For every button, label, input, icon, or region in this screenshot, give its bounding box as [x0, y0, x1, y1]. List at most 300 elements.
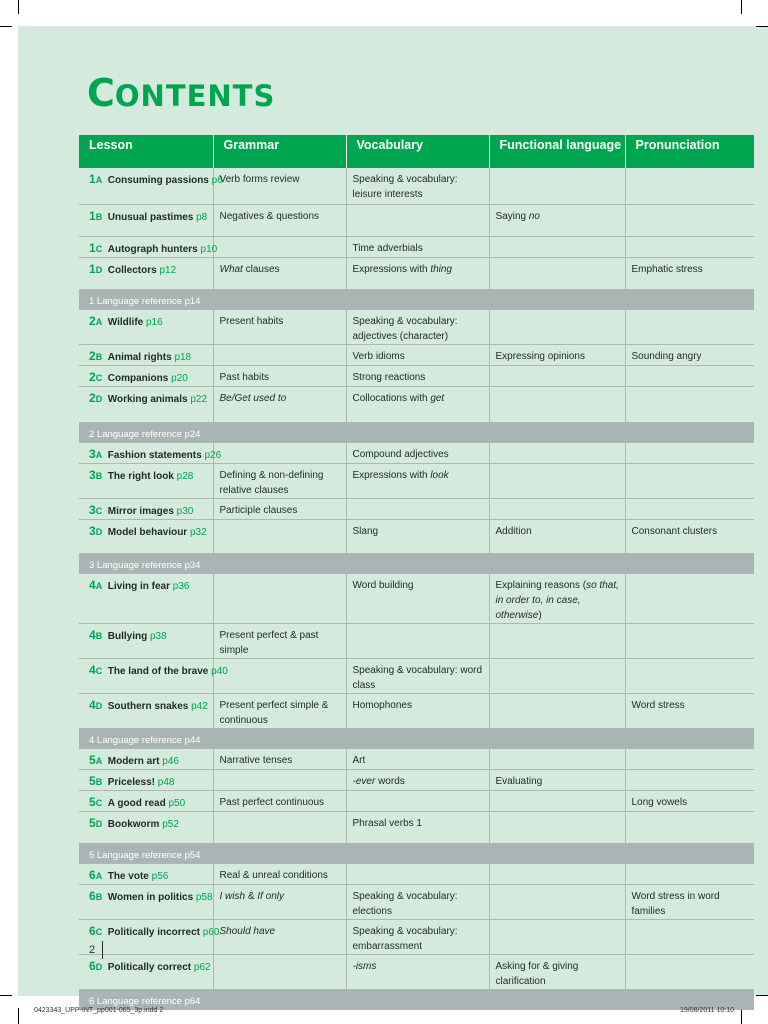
- lesson-title: Women in politics: [107, 891, 194, 903]
- lesson-cell: [79, 919, 220, 954]
- lesson-title: The land of the brave: [107, 665, 209, 677]
- pronunciation-cell: [625, 573, 754, 623]
- vocabulary-cell: [346, 257, 489, 289]
- lesson-row: [79, 769, 754, 790]
- cell-text: Should have: [219, 925, 276, 937]
- vocabulary-cell: [346, 204, 489, 236]
- lesson-page: p48: [157, 776, 175, 788]
- lesson-page: p58: [195, 891, 213, 903]
- pronunciation-cell: [625, 344, 754, 365]
- lesson-page: p52: [162, 818, 179, 830]
- column-header-pronunciation: Pronunciation: [625, 135, 754, 168]
- lesson-page: p32: [189, 526, 207, 538]
- lesson-page: p50: [168, 797, 186, 809]
- lesson-row: [79, 693, 754, 728]
- vocabulary-cell: [346, 519, 489, 553]
- functional-language-cell: [489, 954, 625, 989]
- cell-text: Collocations with: [352, 392, 431, 404]
- lesson-cell: [79, 863, 213, 884]
- lesson-row: [79, 790, 754, 811]
- lesson-cell: [79, 811, 213, 843]
- functional-language-cell: [489, 309, 625, 344]
- vocabulary-cell: [346, 769, 489, 790]
- lesson-title: Working animals: [107, 393, 188, 405]
- language-reference-row: [79, 422, 754, 442]
- cell-text: I wish: [219, 890, 246, 902]
- lesson-code: 2C: [89, 369, 103, 384]
- functional-language-cell: [489, 811, 625, 843]
- lesson-row: [79, 573, 754, 623]
- pronunciation-cell: [625, 863, 754, 884]
- pronunciation-cell: [625, 954, 754, 989]
- language-reference-label: 4 Language reference p44: [79, 728, 754, 748]
- cell-text: words: [375, 775, 405, 787]
- lesson-title: A good read: [107, 797, 166, 809]
- lesson-code: 1A: [89, 172, 103, 186]
- cell-text: Speaking & vocabulary: elections: [352, 890, 458, 917]
- cell-text: get: [430, 392, 445, 404]
- grammar-cell: [213, 954, 346, 989]
- vocabulary-cell: [346, 811, 489, 843]
- vocabulary-cell: [346, 442, 489, 463]
- lesson-cell: [79, 168, 223, 204]
- lesson-cell: [79, 204, 213, 236]
- lesson-row: [79, 919, 754, 954]
- grammar-cell: [213, 623, 346, 658]
- cell-text: Expressing opinions: [495, 350, 585, 362]
- lesson-row: [79, 811, 754, 843]
- lesson-cell: [79, 573, 213, 623]
- language-reference-label: 1 Language reference p14: [79, 289, 754, 309]
- cell-text: Asking for & giving clarification: [495, 960, 579, 987]
- lesson-page: p8: [196, 211, 208, 223]
- cell-text: thing: [430, 263, 452, 275]
- cell-text: Speaking & vocabulary: adjectives (character): [352, 315, 458, 342]
- cell-text: Long vowels: [631, 796, 688, 808]
- lesson-title: Autograph hunters: [107, 243, 198, 255]
- functional-language-cell: [489, 463, 625, 498]
- crop-mark: [741, 0, 742, 14]
- lesson-title: Living in fear: [107, 580, 170, 592]
- lesson-title: Wildlife: [107, 316, 144, 328]
- lesson-code: 3A: [89, 446, 103, 461]
- crop-mark: [0, 26, 12, 27]
- pronunciation-cell: [625, 463, 754, 498]
- cell-text: Present habits: [219, 315, 284, 327]
- vocabulary-cell: [346, 344, 489, 365]
- lesson-page: p20: [171, 372, 188, 384]
- cell-text: Speaking & vocabulary: word class: [352, 664, 483, 691]
- lesson-row: [79, 884, 754, 919]
- column-header-lesson: Lesson: [79, 135, 213, 168]
- lesson-row: [79, 442, 754, 463]
- lesson-code: 2D: [89, 390, 103, 405]
- functional-language-cell: [489, 386, 625, 422]
- functional-language-cell: [489, 658, 625, 693]
- page-title: CONTENTS: [87, 71, 276, 115]
- pronunciation-cell: [625, 748, 754, 769]
- crop-mark: [756, 26, 768, 27]
- lesson-title: Collectors: [107, 264, 157, 276]
- cell-text: Evaluating: [495, 775, 543, 787]
- grammar-cell: [213, 658, 346, 693]
- lesson-title: Bullying: [107, 630, 148, 642]
- lesson-row: [79, 168, 754, 204]
- vocabulary-cell: [346, 693, 489, 728]
- cell-text: Speaking & vocabulary: embarrassment: [352, 925, 458, 952]
- lesson-page: p10: [200, 243, 218, 255]
- vocabulary-cell: [346, 884, 489, 919]
- lesson-row: [79, 863, 754, 884]
- lesson-code: 6A: [89, 867, 103, 882]
- cell-text: Real & unreal conditions: [219, 869, 328, 881]
- language-reference-label: 2 Language reference p24: [79, 422, 754, 442]
- grammar-cell: [213, 257, 346, 289]
- lesson-page: p26: [204, 449, 222, 461]
- lesson-page: p6: [211, 175, 223, 186]
- grammar-cell: [213, 168, 346, 204]
- lesson-row: [79, 204, 754, 236]
- pronunciation-cell: [625, 442, 754, 463]
- language-reference-row: [79, 728, 754, 748]
- cell-text: If only: [257, 890, 284, 902]
- grammar-cell: [213, 204, 346, 236]
- vocabulary-cell: [346, 386, 489, 422]
- cell-text: look: [430, 469, 449, 481]
- print-slug-date: 19/08/2011 10:10: [680, 1007, 734, 1014]
- lesson-code: 1D: [89, 261, 103, 276]
- grammar-cell: [213, 573, 346, 623]
- lesson-title: Animal rights: [107, 351, 172, 363]
- lesson-code: 3C: [89, 502, 103, 517]
- lesson-title: Priceless!: [107, 776, 156, 788]
- lesson-title: Consuming passions: [107, 175, 209, 186]
- cell-text: Slang: [352, 525, 379, 537]
- lesson-code: 4C: [89, 662, 103, 677]
- cell-text: no: [528, 210, 540, 222]
- lesson-row: [79, 309, 754, 344]
- lesson-title: Modern art: [107, 755, 160, 767]
- pronunciation-cell: [625, 519, 754, 553]
- grammar-cell: [213, 811, 346, 843]
- table-header-row: [79, 135, 754, 168]
- functional-language-cell: [489, 519, 625, 553]
- lesson-page: p46: [162, 755, 179, 767]
- cell-text: Emphatic stress: [631, 263, 703, 275]
- grammar-cell: [213, 344, 346, 365]
- grammar-cell: [213, 790, 346, 811]
- lesson-code: 3D: [89, 523, 103, 538]
- vocabulary-cell: [346, 236, 489, 257]
- cell-text: Be/Get used to: [219, 392, 287, 404]
- vocabulary-cell: [346, 365, 489, 386]
- lesson-row: [79, 748, 754, 769]
- pronunciation-cell: [625, 658, 754, 693]
- functional-language-cell: [489, 344, 625, 365]
- lesson-page: p42: [191, 700, 208, 712]
- lesson-title: Companions: [107, 372, 169, 384]
- lesson-cell: [79, 623, 213, 658]
- lesson-code: 4A: [89, 577, 103, 592]
- functional-language-cell: [489, 623, 625, 658]
- vocabulary-cell: [346, 623, 489, 658]
- grammar-cell: [213, 236, 346, 257]
- column-header-vocabulary: Vocabulary: [346, 135, 489, 168]
- cell-text: Past habits: [219, 371, 269, 383]
- lesson-row: [79, 257, 754, 289]
- lesson-cell: [79, 386, 213, 422]
- lesson-code: 3B: [89, 467, 103, 482]
- pronunciation-cell: [625, 623, 754, 658]
- pronunciation-cell: [625, 236, 754, 257]
- cell-text: Saying: [495, 210, 529, 222]
- vocabulary-cell: [346, 309, 489, 344]
- cell-text: Compound adjectives: [352, 448, 449, 460]
- lesson-row: [79, 519, 754, 553]
- pronunciation-cell: [625, 769, 754, 790]
- lesson-row: [79, 236, 754, 257]
- cell-text: Phrasal verbs 1: [352, 817, 422, 829]
- lesson-page: p12: [159, 264, 177, 276]
- lesson-row: [79, 386, 754, 422]
- grammar-cell: [213, 442, 346, 463]
- lesson-page: p30: [176, 505, 194, 517]
- lesson-title: Bookworm: [107, 818, 160, 830]
- functional-language-cell: [489, 236, 625, 257]
- vocabulary-cell: [346, 790, 489, 811]
- pronunciation-cell: [625, 498, 754, 519]
- cell-text: Strong reactions: [352, 371, 426, 383]
- lesson-code: 5D: [89, 815, 103, 830]
- lesson-code: 2B: [89, 348, 103, 363]
- cell-text: Expressions with: [352, 263, 431, 275]
- cell-text: Addition: [495, 525, 532, 537]
- functional-language-cell: [489, 748, 625, 769]
- lesson-row: [79, 463, 754, 498]
- cell-text: Word stress: [631, 699, 685, 711]
- lesson-row: [79, 954, 754, 989]
- lesson-code: 6B: [89, 888, 103, 903]
- lesson-cell: [79, 309, 213, 344]
- grammar-cell: [213, 498, 346, 519]
- functional-language-cell: [489, 863, 625, 884]
- cell-text: Art: [352, 754, 366, 766]
- lesson-page: p38: [149, 630, 167, 642]
- vocabulary-cell: [346, 919, 489, 954]
- language-reference-row: [79, 289, 754, 309]
- cell-text: Consonant clusters: [631, 525, 718, 537]
- lesson-title: Fashion statements: [107, 449, 202, 461]
- lesson-code: 2A: [89, 313, 103, 328]
- vocabulary-cell: [346, 658, 489, 693]
- cell-text: What: [219, 263, 243, 275]
- lesson-title: Politically incorrect: [107, 926, 201, 938]
- cell-text: Sounding angry: [631, 350, 702, 362]
- lesson-row: [79, 658, 754, 693]
- cell-text: Speaking & vocabulary: leisure interests: [352, 174, 458, 200]
- cell-text: Verb forms review: [219, 174, 300, 185]
- page-number: 2: [89, 944, 96, 956]
- lesson-cell: [79, 236, 218, 257]
- grammar-cell: [213, 309, 346, 344]
- pronunciation-cell: [625, 365, 754, 386]
- cell-text: Past perfect continuous: [219, 796, 325, 808]
- lesson-page: p18: [174, 351, 192, 363]
- pronunciation-cell: [625, 790, 754, 811]
- cell-text: Participle clauses: [219, 504, 298, 516]
- cell-text: Word building: [352, 579, 414, 591]
- lesson-title: Mirror images: [107, 505, 174, 517]
- functional-language-cell: [489, 498, 625, 519]
- grammar-cell: [213, 919, 346, 954]
- lesson-cell: [79, 519, 213, 553]
- lesson-cell: [79, 790, 213, 811]
- vocabulary-cell: [346, 498, 489, 519]
- pronunciation-cell: [625, 168, 754, 204]
- pronunciation-cell: [625, 257, 754, 289]
- lesson-cell: [79, 748, 213, 769]
- cell-text: Negatives & questions: [219, 210, 320, 222]
- language-reference-row: [79, 989, 754, 1009]
- lesson-page: p28: [176, 470, 194, 482]
- print-slug-file: 0423343_UPP-INT_pp001-065_3p.indd 2: [34, 1007, 164, 1014]
- contents-table: [79, 135, 754, 1010]
- functional-language-cell: [489, 769, 625, 790]
- functional-language-cell: [489, 442, 625, 463]
- cell-text: so that, in order to, in case, otherwise: [495, 579, 619, 621]
- lesson-cell: [79, 693, 213, 728]
- cell-text: Verb idioms: [352, 350, 405, 362]
- cell-text: Explaining reasons (: [495, 579, 587, 591]
- grammar-cell: [213, 863, 346, 884]
- lesson-page: p36: [172, 580, 190, 592]
- lesson-cell: [79, 344, 213, 365]
- grammar-cell: [213, 884, 346, 919]
- lesson-page: p60: [202, 926, 220, 938]
- vocabulary-cell: [346, 863, 489, 884]
- cell-text: clauses: [242, 263, 280, 275]
- cell-text: -ever: [352, 775, 376, 787]
- lesson-code: 6D: [89, 958, 103, 973]
- column-header-grammar: Grammar: [213, 135, 346, 168]
- lesson-title: Politically correct: [107, 961, 192, 973]
- lesson-cell: [79, 954, 213, 989]
- lesson-title: Southern snakes: [107, 700, 189, 712]
- lesson-code: 4B: [89, 627, 103, 642]
- functional-language-cell: [489, 257, 625, 289]
- cell-text: Word stress in word families: [631, 890, 720, 917]
- cell-text: ): [538, 609, 542, 621]
- vocabulary-cell: [346, 954, 489, 989]
- functional-language-cell: [489, 365, 625, 386]
- grammar-cell: [213, 769, 346, 790]
- language-reference-row: [79, 843, 754, 863]
- lesson-row: [79, 365, 754, 386]
- lesson-cell: [79, 365, 213, 386]
- contents-body: [79, 168, 754, 1009]
- lesson-row: [79, 623, 754, 658]
- cell-text: Present perfect simple & continuous: [219, 699, 329, 726]
- lesson-cell: [79, 884, 213, 919]
- cell-text: -isms: [352, 960, 377, 972]
- pronunciation-cell: [625, 204, 754, 236]
- crop-mark: [756, 995, 768, 996]
- crop-mark: [18, 1008, 19, 1024]
- pronunciation-cell: [625, 884, 754, 919]
- cell-text: &: [245, 890, 258, 902]
- lesson-title: The vote: [107, 870, 149, 882]
- functional-language-cell: [489, 573, 625, 623]
- language-reference-label: 3 Language reference p34: [79, 553, 754, 573]
- pronunciation-cell: [625, 811, 754, 843]
- functional-language-cell: [489, 693, 625, 728]
- pronunciation-cell: [625, 386, 754, 422]
- lesson-code: 5A: [89, 752, 103, 767]
- lesson-cell: [79, 658, 228, 693]
- pronunciation-cell: [625, 693, 754, 728]
- crop-mark: [0, 995, 12, 996]
- cell-text: Time adverbials: [352, 242, 423, 254]
- functional-language-cell: [489, 919, 625, 954]
- lesson-code: 5C: [89, 794, 103, 809]
- lesson-title: Unusual pastimes: [107, 211, 194, 223]
- language-reference-label: 6 Language reference p64: [79, 989, 754, 1009]
- crop-mark: [18, 0, 19, 14]
- lesson-page: p56: [151, 870, 169, 882]
- column-header-functional-language: Functional language: [489, 135, 625, 168]
- grammar-cell: [213, 748, 346, 769]
- lesson-row: [79, 498, 754, 519]
- language-reference-row: [79, 553, 754, 573]
- lesson-title: The right look: [107, 470, 174, 482]
- vocabulary-cell: [346, 748, 489, 769]
- lesson-cell: [79, 442, 222, 463]
- lesson-title: Model behaviour: [107, 526, 188, 538]
- grammar-cell: [213, 365, 346, 386]
- grammar-cell: [213, 519, 346, 553]
- pronunciation-cell: [625, 309, 754, 344]
- lesson-cell: [79, 498, 213, 519]
- cell-text: Narrative tenses: [219, 754, 293, 766]
- functional-language-cell: [489, 168, 625, 204]
- lesson-code: 1C: [89, 240, 103, 255]
- language-reference-label: 5 Language reference p54: [79, 843, 754, 863]
- functional-language-cell: [489, 204, 625, 236]
- cell-text: Homophones: [352, 699, 412, 711]
- vocabulary-cell: [346, 168, 489, 204]
- pronunciation-cell: [625, 919, 754, 954]
- lesson-code: 6C: [89, 923, 103, 938]
- vocabulary-cell: [346, 573, 489, 623]
- functional-language-cell: [489, 790, 625, 811]
- cell-text: Present perfect & past simple: [219, 629, 319, 656]
- crop-mark: [741, 1008, 742, 1024]
- lesson-page: p62: [193, 961, 211, 973]
- page-number-rule: [102, 941, 103, 959]
- lesson-code: 5B: [89, 773, 103, 788]
- lesson-page: p40: [211, 665, 228, 677]
- grammar-cell: [213, 693, 346, 728]
- lesson-page: p16: [146, 316, 163, 328]
- functional-language-cell: [489, 884, 625, 919]
- grammar-cell: [213, 463, 346, 498]
- vocabulary-cell: [346, 463, 489, 498]
- lesson-cell: [79, 257, 213, 289]
- lesson-cell: [79, 463, 213, 498]
- lesson-row: [79, 344, 754, 365]
- lesson-code: 1B: [89, 208, 103, 223]
- grammar-cell: [213, 386, 346, 422]
